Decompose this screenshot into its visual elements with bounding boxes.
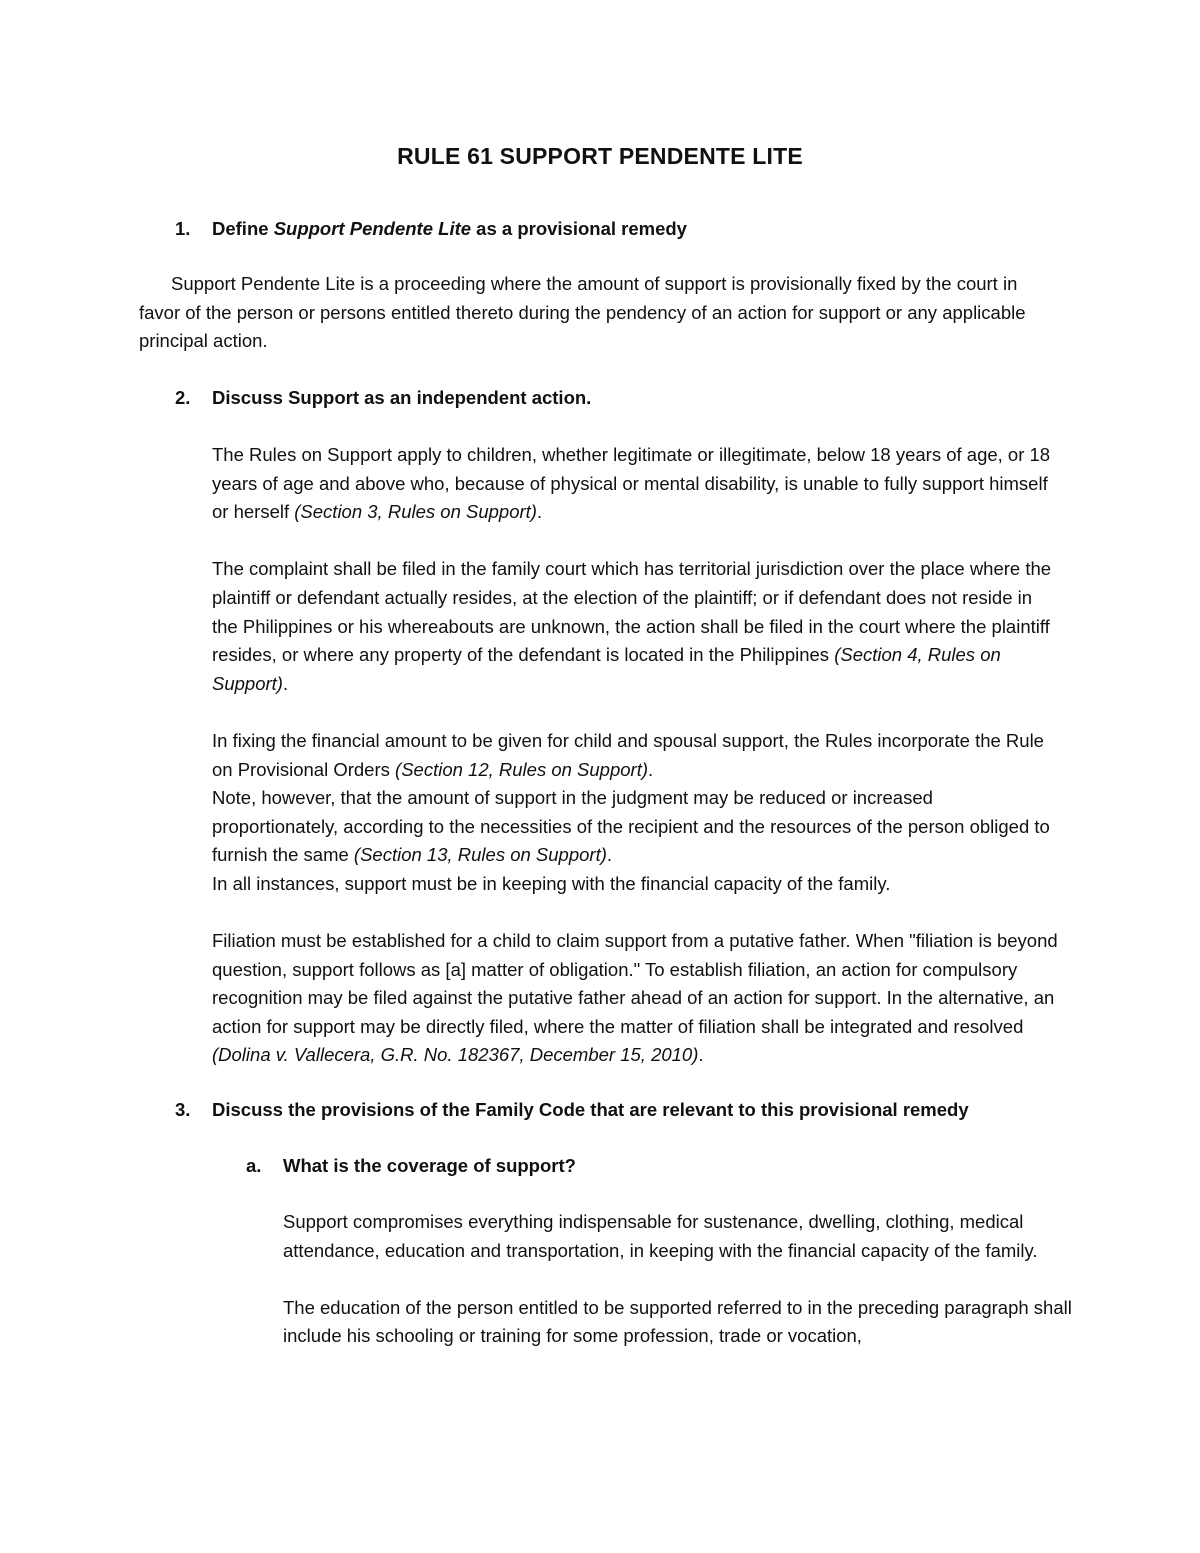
- q1-heading-post: as a provisional remedy: [471, 218, 687, 239]
- q3-heading: Discuss the provisions of the Family Code that are relevant to this provisional remedy: [212, 1099, 969, 1120]
- q2-paragraph-1: [212, 441, 1062, 527]
- q2-paragraph-2: [212, 555, 1062, 698]
- q2-p3-citation: (Section 12, Rules on Support): [395, 758, 649, 780]
- q2-number: 2.: [175, 387, 191, 408]
- q1-answer: [139, 270, 1059, 356]
- q2-p2-text: The complaint shall be filed in the family court which has territorial jurisdiction over the place where the plaintiff or defendant actually resides, at the election of the plaintiff; or if defendant does not reside in the Philippines or his whereabouts are unknown, the action shall be filed in the court where the plaintiff resides, or where any property of the defendant is located in the Philippines: [212, 558, 1052, 666]
- q3a-paragraph-1: Support compromises everything indispensable for sustenance, dwelling, clothing, medical attendance, education and transportation, in keeping with the financial capacity of the family.: [283, 1211, 1038, 1261]
- q1-heading-emphasis: Support Pendente Lite: [273, 218, 472, 239]
- q2-p4-citation: (Section 13, Rules on Support): [353, 844, 607, 866]
- q2-paragraph-4: [212, 784, 1062, 870]
- q2-p2-end: .: [282, 672, 289, 694]
- q2-p6-end: .: [698, 1044, 704, 1066]
- q3-number: 3.: [175, 1099, 191, 1120]
- q2-paragraph-5: In all instances, support must be in keeping with the financial capacity of the family.: [212, 872, 891, 894]
- q2-p4-text: Note, however, that the amount of support in the judgment may be reduced or increased proportionately, according to the necessities of the recipient and the resources of the person obliged to furnish the same: [212, 787, 1050, 866]
- q3a-heading: What is the coverage of support?: [283, 1155, 576, 1176]
- q1-heading-pre: Define: [212, 218, 274, 239]
- q2-p1-end: .: [536, 501, 543, 523]
- q2-p1-text: The Rules on Support apply to children, whether legitimate or illegitimate, below 18 years of age, or 18 years of age and above who, because of physical or mental disability, is unable to fully support himself or herself: [212, 444, 1051, 523]
- document-title: RULE 61 SUPPORT PENDENTE LITE: [397, 143, 803, 169]
- q2-p3-end: .: [648, 758, 654, 780]
- q2-p4-end: .: [606, 844, 613, 866]
- q2-body: [212, 441, 1062, 1070]
- q2-p3-text: In fixing the financial amount to be given for child and spousal support, the Rules incorporate the Rule on Provisional Orders: [212, 729, 1044, 780]
- q1-heading: [212, 215, 687, 244]
- q2-p2-citation: (Section 4, Rules on Support): [212, 644, 1001, 694]
- q3a-body: [283, 1208, 1073, 1351]
- q2-heading: Discuss Support as an independent action.: [212, 387, 592, 408]
- q2-paragraph-6: [212, 927, 1062, 1070]
- q2-p1-citation: (Section 3, Rules on Support): [294, 501, 537, 523]
- q1-number: 1.: [175, 218, 191, 239]
- q3a-letter: a.: [246, 1155, 262, 1176]
- q3a-paragraph-2: The education of the person entitled to be supported referred to in the preceding paragraph shall include his schooling or training for some profession, trade or vocation,: [283, 1296, 1072, 1347]
- q2-paragraph-3: [212, 727, 1062, 784]
- q2-p6-citation: (Dolina v. Vallecera, G.R. No. 182367, December 15, 2010): [212, 1044, 699, 1066]
- q1-answer-paragraph: Support Pendente Lite is a proceeding where the amount of support is provisionally fixed by the court in favor of the person or persons entitled thereto during the pendency of an action for support or any applicable principal action.: [139, 273, 1026, 352]
- q2-p6-text: Filiation must be established for a child to claim support from a putative father. When "filiation is beyond question, support follows as [a] matter of obligation." To establish filiation, an action for compulsory recognition may be filed against the putative father ahead of an action for support. In the alternative, an action for support may be directly filed, where the matter of filiation shall be integrated and resolved: [212, 930, 1058, 1037]
